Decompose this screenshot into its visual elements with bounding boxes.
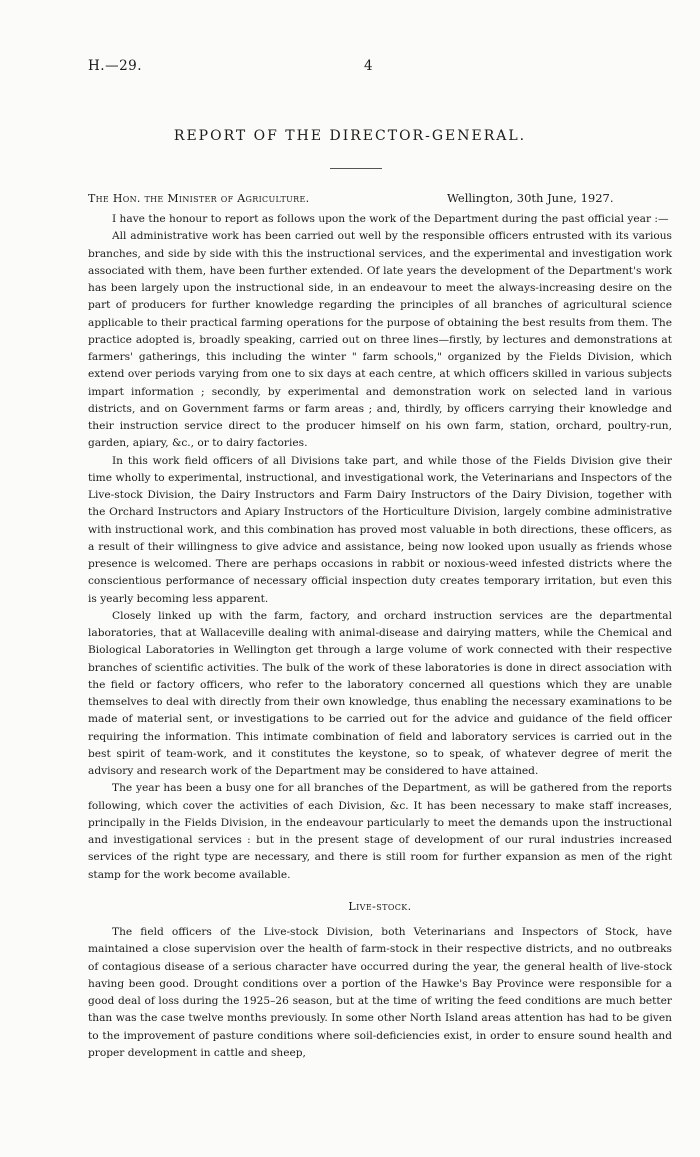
paragraph: The field officers of the Live-stock Division, both Veterinarians and Inspectors of Stock, have maintained a close supervision over the health of farm-stock in their respective districts, and no outbreaks of contagious disease of a serious character have occurred during the year, the general health of live-stock having been good. Drought conditions over a portion of the Hawke's Bay Province were responsible for a good deal of loss during the 1925–26 season, but at the time of writing the feed conditions are much better than was the case twelve months previously. In some other North Island areas attention has had to be given to the improvement of pasture conditions where soil-deficiencies exist, in order to ensure sound health and proper development in cattle and sheep, [88,926,672,1059]
title-divider [330,168,382,169]
section-heading: Live-stock. [348,899,412,913]
dateline: Wellington, 30th June, 1927. [447,191,614,205]
paragraph: In this work field officers of all Divisions take part, and while those of the Fields Division give their time wholly to experimental, instructional, and investigational work, the Veterinarians and Inspectors of the Live-stock Division, the Dairy Instructors and Farm Dairy Instructors of the Dairy Division, together with the Orchard Instructors and Apiary Instructors of the Horticulture Division, largely combine administrative with instructional work, and this combination has proved most valuable in both directions, these officers, as a result of their willingness to give advice and assistance, being now looked upon usually as friends whose presence is welcomed. There are perhaps occasions in rabbit or noxious-weed infested districts where the conscientious performance of necessary official inspection duty creates temporary irritation, but even this is yearly becoming less apparent. [88,454,672,605]
report-title: REPORT OF THE DIRECTOR-GENERAL. [173,128,527,144]
paragraph: Closely linked up with the farm, factory, and orchard instruction services are the departmental laboratories, that at Wallaceville dealing with animal-disease and dairying matters, while the Chemical and Biological Laboratories in Wellington get through a large volume of work connected with their respective branches of scientific activities. The bulk of the work of these laboratories is done in direct association with the field or factory officers, who refer to the laboratory concerned all questions which they are unable themselves to deal with directly from their own knowledge, thus enabling the necessary examinations to be made of material sent, or investigations to be carried out for the advice and guidance of the field officer requiring the information. This intimate combination of field and laboratory services is carried out in the best spirit of team-work, and it constitutes the keystone, so to speak, of whatever degree of merit the advisory and research work of the Department may be considered to have attained. [88,609,672,777]
paragraph: I have the honour to report as follows upon the work of the Department during the past official year :— [112,213,669,225]
document-reference: H.—29. [88,58,143,74]
report-body [88,211,672,1062]
paragraph: All administrative work has been carried out well by the responsible officers entrusted with its various branches, and side by side with this the instructional services, and the experimental and investigation work associated with them, have been further extended. Of late years the development of the Department's work has been largely upon the instructional side, in an endeavour to meet the always-increasing desire on the part of producers for further knowledge regarding the principles of all branches of agricultural science applicable to their practical farming operations for the purpose of obtaining the best results from them. The practice adopted is, broadly speaking, carried out on three lines—firstly, by lectures and demonstrations at farmers' gatherings, this including the winter " farm schools," organized by the Fields Division, which extend over periods varying from one to six days at each centre, at which officers skilled in various subjects impart information ; secondly, by experimental and demonstration work on selected land in various districts, and on Government farms or farm areas ; and, thirdly, by officers carrying their knowledge and their instruction service direct to the producer himself on his own farm, station, orchard, poultry-run, garden, apiary, &c., or to dairy factories. [88,230,672,450]
paragraph: The year has been a busy one for all branches of the Department, as will be gathered from the reports following, which cover the activities of each Division, &c. It has been necessary to make staff increases, principally in the Fields Division, in the endeavour particularly to meet the demands upon the instructional and investigational services : but in the present stage of development of our rural industries increased services of the right type are necessary, and there is still room for further expansion as men of the right stamp for the work become available. [88,782,672,881]
addressee: The Hon. the Minister of Agriculture. [88,192,310,205]
page-number: 4 [364,58,373,74]
